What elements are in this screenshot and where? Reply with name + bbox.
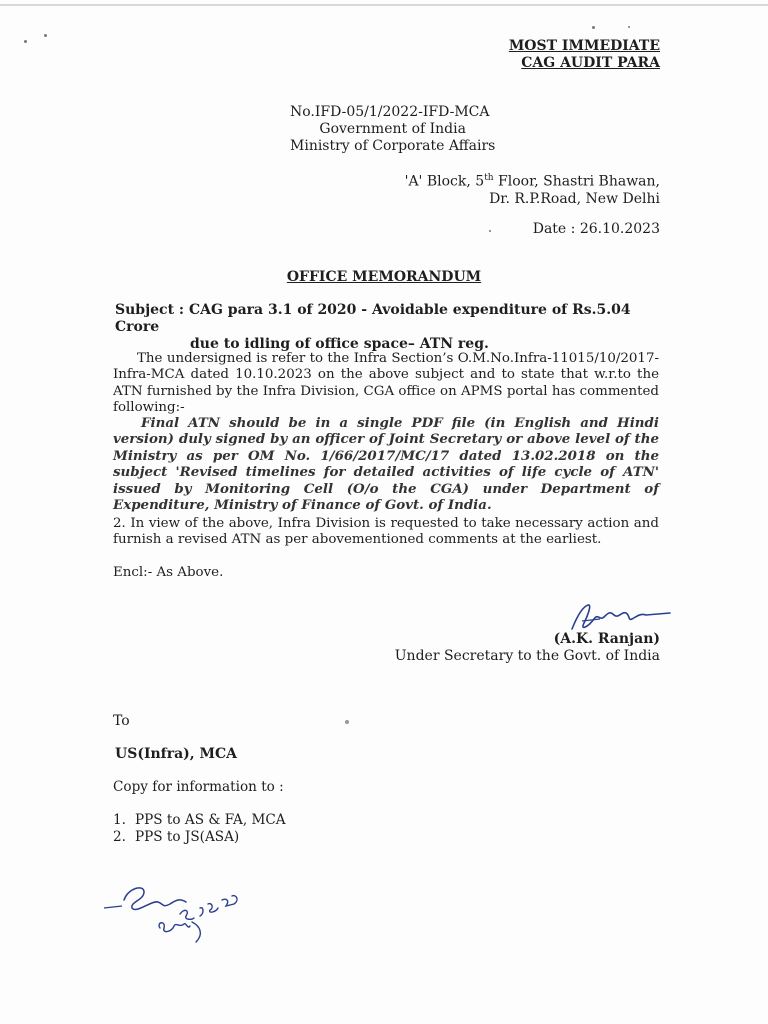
recipient-name: US(Infra), MCA — [115, 746, 238, 762]
memo-title: OFFICE MEMORANDUM — [286, 269, 482, 285]
subject-line-1: Subject : CAG para 3.1 of 2020 - Avoidable expenditure of Rs.5.04 Crore — [115, 302, 631, 335]
memo-date: Date : 26.10.2023 — [532, 221, 660, 237]
scan-speck — [24, 40, 27, 43]
copy-item-text: PPS to JS(ASA) — [135, 829, 240, 845]
priority-most-immediate: MOST IMMEDIATE — [508, 38, 660, 54]
copy-item — [113, 812, 286, 829]
to-label: To — [113, 713, 130, 729]
address-line-1-post: Floor, Shastri Bhawan, — [493, 173, 660, 190]
address-line-1-pre: 'A' Block, 5 — [404, 173, 485, 190]
copy-item — [113, 829, 286, 846]
handwritten-initials — [100, 878, 250, 950]
copy-item-number: 1. — [113, 812, 126, 828]
signatory-designation: Under Secretary to the Govt. of India — [394, 648, 660, 664]
signatory-name: (A.K. Ranjan) — [553, 631, 660, 647]
quoted-comment: Final ATN should be in a single PDF file (in English and Hindi version) duly signed by an officer of Joint Secretary or above level of the Ministry as per OM No. 1/66/2017/MC/17 dated 13.02.2018 on the subject 'Revised timelines for detailed activities of life cycle of ATN' issued by Monitoring Cell (O/o the CGA) under Department of Expenditure, Ministry of Finance of Govt. of India. — [113, 415, 659, 514]
subject-block — [115, 302, 660, 353]
copy-label: Copy for information to : — [113, 779, 284, 795]
body-paragraph-2: 2. In view of the above, Infra Division is requested to take necessary action and furnish a revised ATN as per abovementioned comments at the earliest. — [113, 516, 659, 548]
file-number: No.IFD-05/1/2022-IFD-MCA — [290, 104, 490, 120]
reference-block — [290, 104, 495, 155]
address-line-2: Dr. R.P.Road, New Delhi — [489, 190, 660, 207]
enclosure-note: Encl:- As Above. — [113, 565, 224, 580]
address-line-1-sup: th — [484, 173, 494, 183]
address-block — [405, 170, 660, 208]
copy-item-number: 2. — [113, 829, 126, 845]
scan-speck — [628, 26, 630, 28]
scan-edge — [0, 4, 768, 6]
scan-speck — [489, 230, 491, 232]
ministry-name: Ministry of Corporate Affairs — [290, 138, 496, 154]
copy-item-text: PPS to AS & FA, MCA — [135, 812, 286, 828]
scan-speck — [44, 34, 47, 37]
priority-header — [509, 38, 660, 72]
priority-cag-audit-para: CAG AUDIT PARA — [521, 55, 660, 71]
scan-speck — [592, 26, 595, 29]
body-paragraph-1: The undersigned is refer to the Infra Section’s O.M.No.Infra-11015/10/2017-Infra-MCA dated 10.10.2023 on the above subject and to state that w.r.to the ATN furnished by the Infra Division, CGA office on APMS portal has commented following:- — [113, 351, 659, 416]
government-name: Government of India — [319, 121, 466, 137]
copy-list — [113, 812, 286, 846]
subject-line-2: due to idling of office space– ATN reg. — [190, 336, 489, 352]
address-line-1 — [405, 170, 660, 191]
scan-speck — [345, 720, 349, 724]
